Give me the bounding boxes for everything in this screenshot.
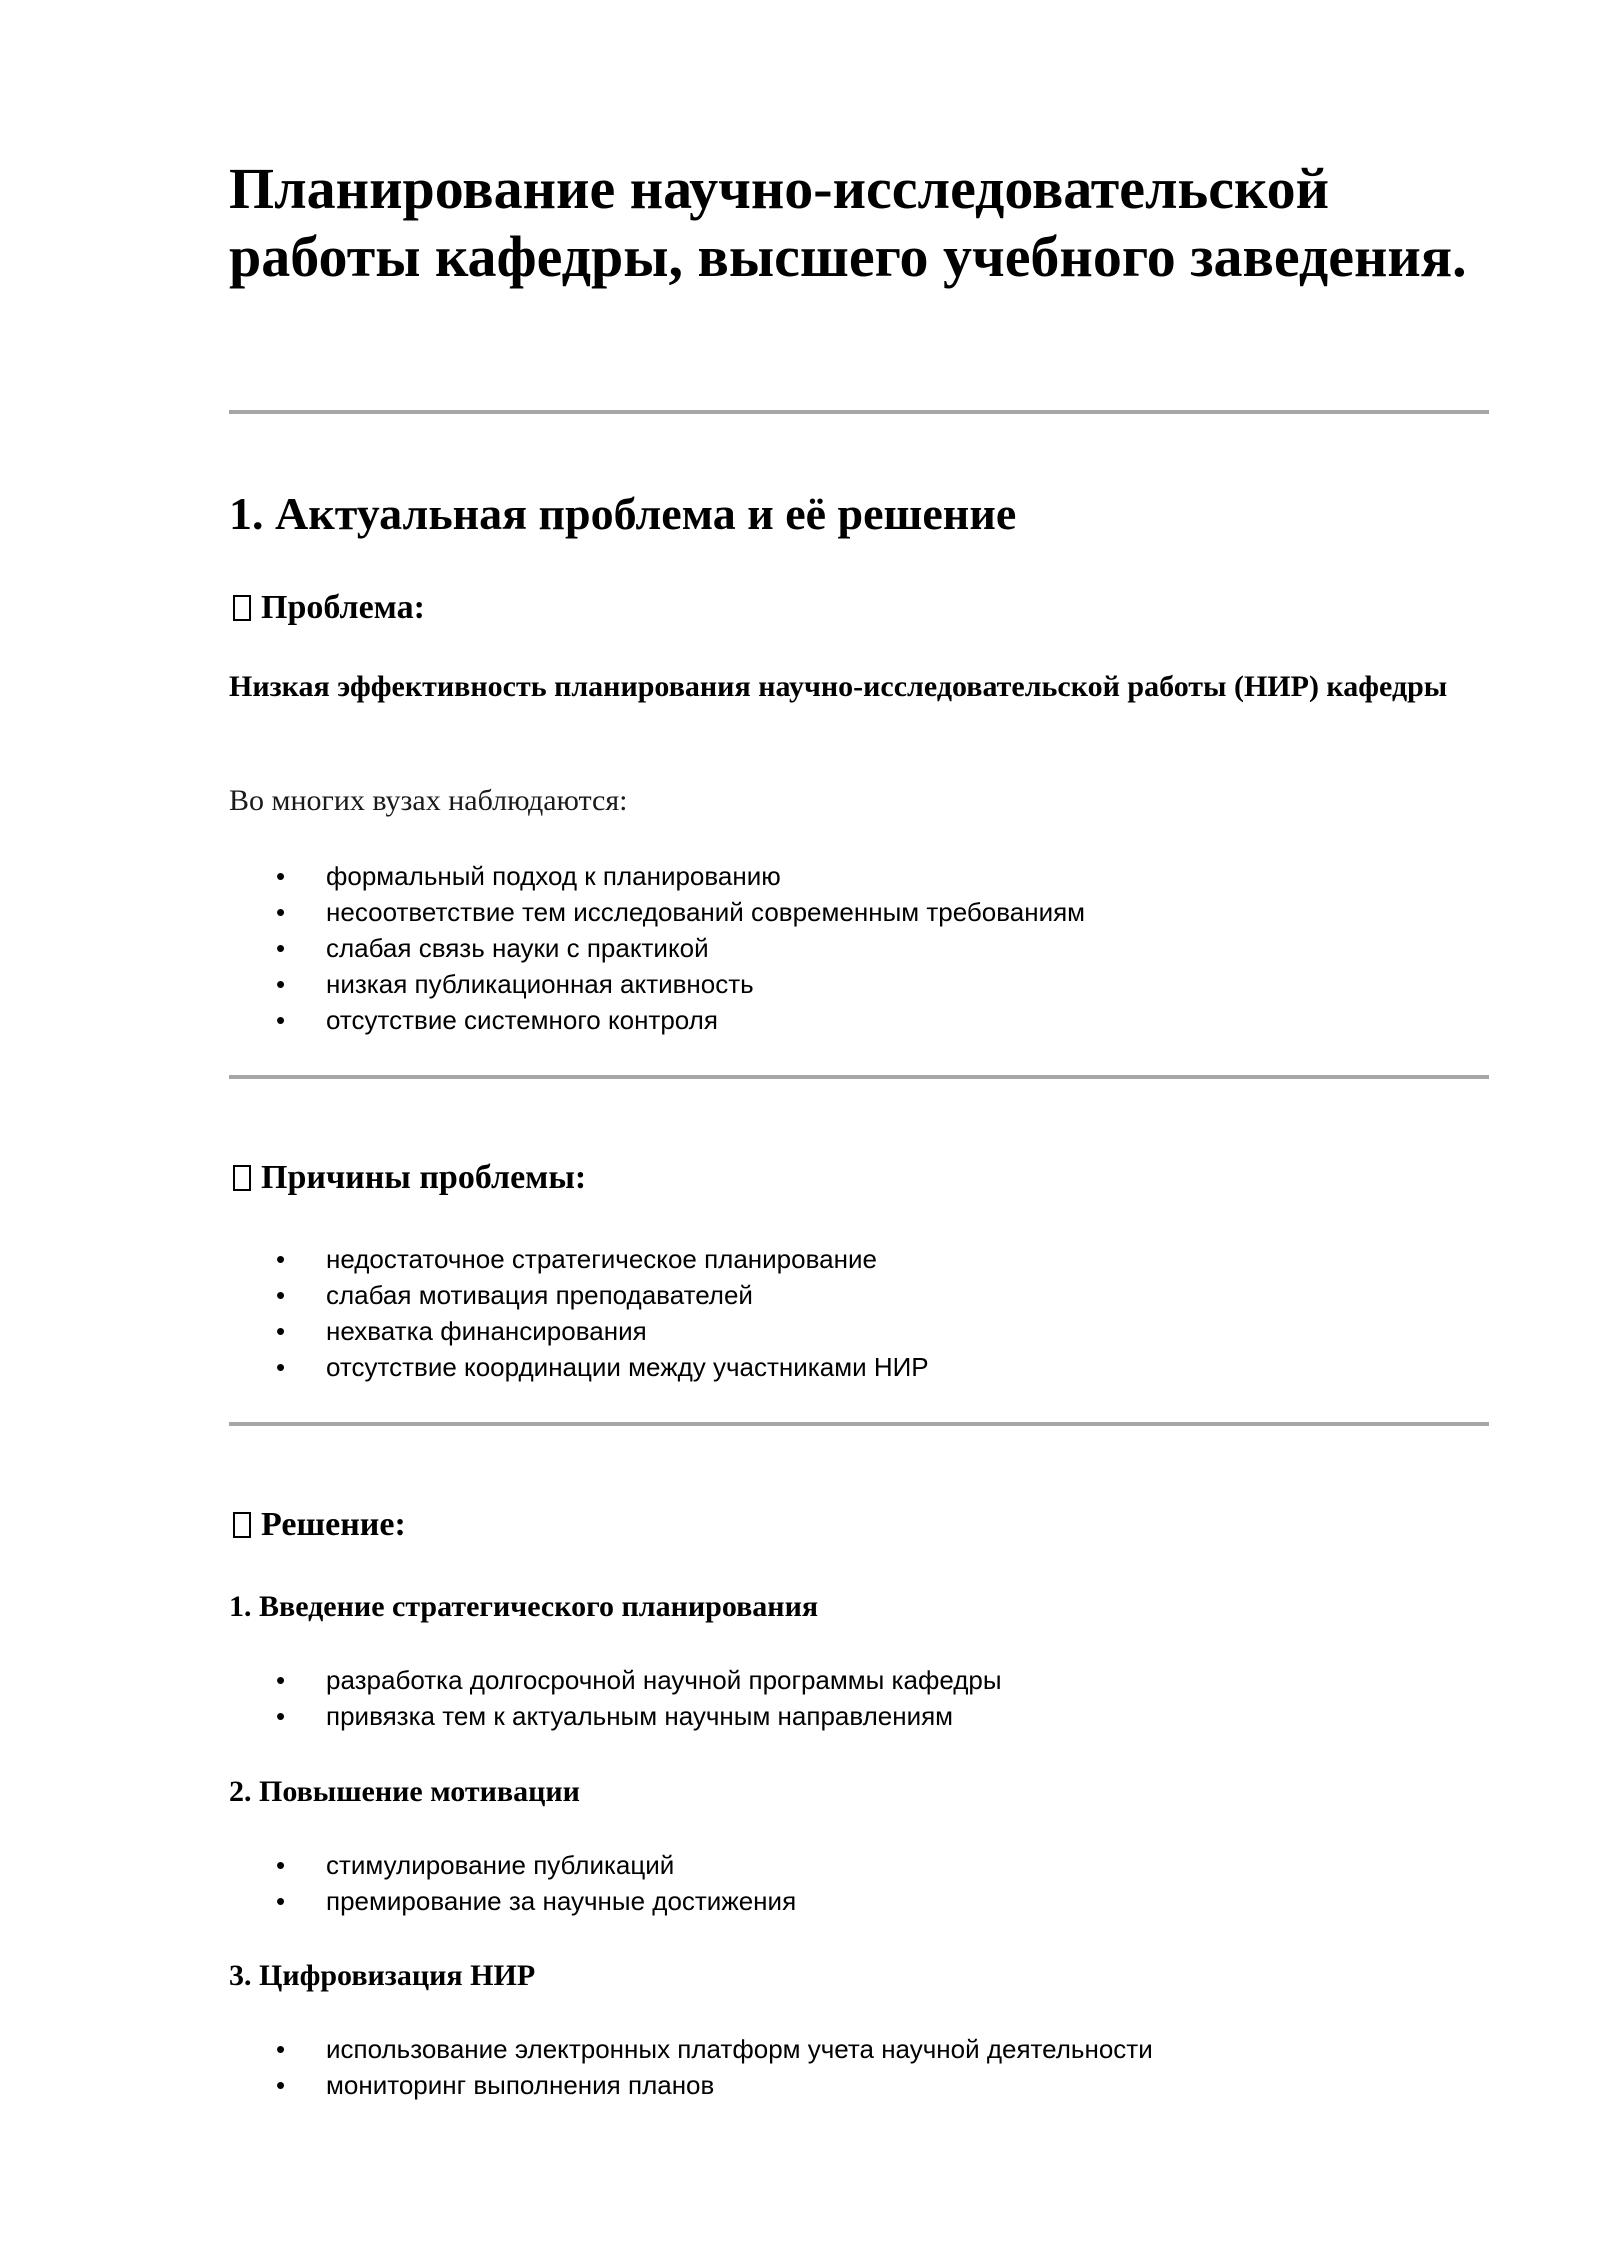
- solution-list: [229, 1847, 1489, 1919]
- list-item-text: формальный подход к планированию: [326, 861, 781, 891]
- problem-heading: [229, 587, 425, 629]
- list-item: [229, 1662, 1489, 1698]
- list-item: [229, 1002, 1489, 1038]
- problem-intro: Во многих вузах наблюдаются:: [229, 784, 628, 817]
- bullet-icon: •: [276, 861, 286, 891]
- list-item: [229, 1883, 1489, 1919]
- bullet-icon: •: [276, 2070, 286, 2100]
- list-item: [229, 1277, 1489, 1313]
- list-item-text: привязка тем к актуальным научным направлениям: [326, 1701, 954, 1731]
- list-item: [229, 966, 1489, 1002]
- bullet-icon: •: [276, 1316, 286, 1346]
- missing-glyph-box-icon: [233, 1165, 251, 1191]
- problem-heading-text: Проблема:: [261, 589, 425, 626]
- bullet-icon: •: [276, 1244, 286, 1274]
- list-item: [229, 858, 1489, 894]
- solution-subsection-title: 2. Повышение мотивации: [229, 1775, 580, 1808]
- list-item: [229, 894, 1489, 930]
- list-item-text: отсутствие координации между участниками НИР: [326, 1352, 929, 1382]
- list-item: [229, 1847, 1489, 1883]
- list-item-text: использование электронных платформ учета научной деятельности: [326, 2034, 1153, 2064]
- list-item: [229, 1241, 1489, 1277]
- solution-list: [229, 2031, 1489, 2103]
- bullet-icon: •: [276, 1005, 286, 1035]
- divider: [229, 410, 1489, 414]
- list-item-text: разработка долгосрочной научной программы кафедры: [326, 1665, 1002, 1695]
- missing-glyph-box-icon: [233, 595, 251, 621]
- bullet-icon: •: [276, 1280, 286, 1310]
- bullet-icon: •: [276, 2034, 286, 2064]
- list-item-text: премирование за научные достижения: [326, 1886, 797, 1916]
- bullet-icon: •: [276, 897, 286, 927]
- divider: [229, 1075, 1489, 1079]
- section-heading: 1. Актуальная проблема и её решение: [229, 488, 1017, 539]
- list-item-text: недостаточное стратегическое планирование: [326, 1244, 877, 1274]
- solution-subsection-title: 1. Введение стратегического планирования: [229, 1590, 819, 1623]
- list-item: [229, 2067, 1489, 2103]
- list-item-text: мониторинг выполнения планов: [326, 2070, 715, 2100]
- list-item-text: стимулирование публикаций: [326, 1850, 675, 1880]
- list-item-text: слабая мотивация преподавателей: [326, 1280, 753, 1310]
- bullet-icon: •: [276, 1701, 286, 1731]
- problem-list: [229, 858, 1489, 1038]
- list-item-text: слабая связь науки с практикой: [326, 933, 709, 963]
- list-item-text: нехватка финансирования: [326, 1316, 647, 1346]
- solution-list: [229, 1662, 1489, 1734]
- solution-heading-text: Решение:: [261, 1506, 406, 1543]
- divider: [229, 1422, 1489, 1426]
- solution-heading: [229, 1504, 406, 1546]
- bullet-icon: •: [276, 1850, 286, 1880]
- causes-list: [229, 1241, 1489, 1385]
- problem-statement: Низкая эффективность планирования научно-исследовательской работы (НИР) кафедры: [229, 670, 1448, 703]
- causes-heading-text: Причины проблемы:: [261, 1159, 587, 1196]
- list-item-text: отсутствие системного контроля: [326, 1005, 718, 1035]
- bullet-icon: •: [276, 933, 286, 963]
- solution-subsection-title: 3. Цифровизация НИР: [229, 1959, 536, 1992]
- causes-heading: [229, 1157, 586, 1199]
- list-item: [229, 930, 1489, 966]
- list-item: [229, 2031, 1489, 2067]
- document-title: Планирование научно-исследовательской работы кафедры, высшего учебного заведения.: [229, 156, 1467, 289]
- missing-glyph-box-icon: [233, 1512, 251, 1538]
- bullet-icon: •: [276, 969, 286, 999]
- list-item: [229, 1313, 1489, 1349]
- list-item: [229, 1349, 1489, 1385]
- list-item-text: несоответствие тем исследований современным требованиям: [326, 897, 1086, 927]
- list-item: [229, 1698, 1489, 1734]
- bullet-icon: •: [276, 1352, 286, 1382]
- bullet-icon: •: [276, 1665, 286, 1695]
- bullet-icon: •: [276, 1886, 286, 1916]
- list-item-text: низкая публикационная активность: [326, 969, 754, 999]
